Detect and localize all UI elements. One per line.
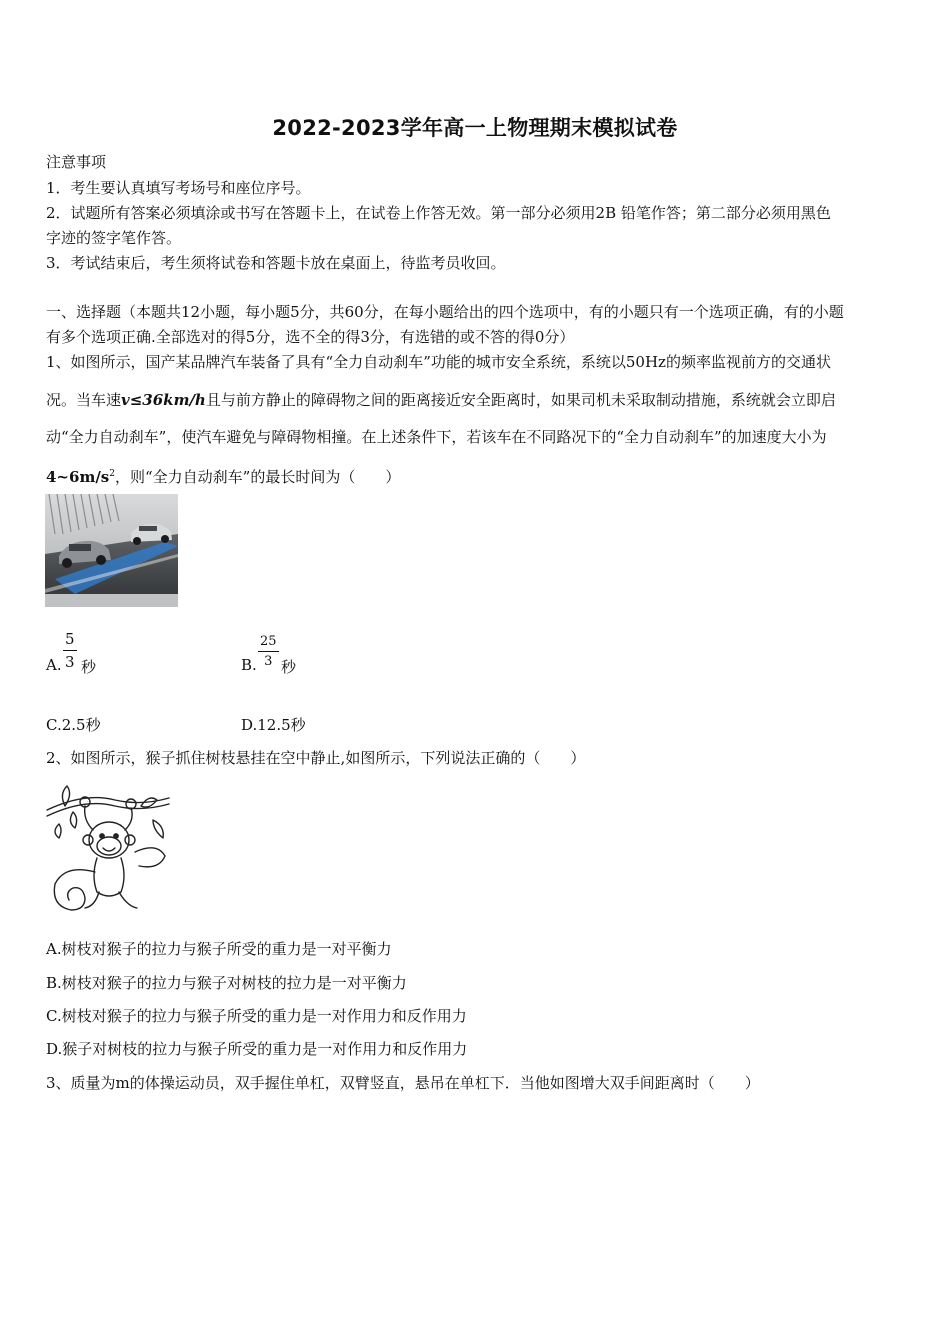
q1-option-c: C.2.5秒 (46, 716, 101, 734)
q1-text: 况。当车速 (46, 391, 122, 409)
notice-item-3: 3．考试结束后，考生须将试卷和答题卡放在桌面上，待监考员收回。 (46, 254, 506, 272)
car-braking-image (45, 494, 178, 607)
q1-acceleration: 4~6m/s (46, 468, 110, 486)
q1-option-a-fraction (63, 630, 77, 671)
q1-option-b-label: B. (241, 656, 257, 674)
q1-option-b-unit: 秒 (281, 658, 297, 676)
q1-option-d: D.12.5秒 (241, 716, 306, 734)
q1-exponent: 2 (109, 469, 115, 479)
q1-stem-line-3: 动“全力自动刹车”，使汽车避免与障碍物相撞。在上述条件下，若该车在不同路况下的“全力自动刹车”的加速度大小为 (46, 428, 827, 446)
q1-text: 且与前方静止的障碍物之间的距离接近安全距离时，如果司机未采取制动措施，系统就会立即启 (205, 391, 836, 409)
q1-stem-line-1: 1、如图所示，国产某品牌汽车装备了具有“全力自动刹车”功能的城市安全系统，系统以50Hz的频率监视前方的交通状 (46, 353, 831, 371)
q1-option-a-numerator: 5 (65, 630, 75, 648)
q1-option-b-numerator: 25 (260, 634, 277, 649)
q2-option-d: D.猴子对树枝的拉力与猴子所受的重力是一对作用力和反作用力 (46, 1040, 468, 1058)
fraction-bar (258, 651, 279, 652)
notice-heading: 注意事项 (46, 153, 107, 171)
notice-item-2: 2．试题所有答案必须填涂或书写在答题卡上，在试卷上作答无效。第一部分必须用2B 铅笔作答；第二部分必须用黑色 (46, 204, 831, 222)
notice-item-2-cont: 字迹的签字笔作答。 (46, 229, 182, 247)
q2-stem: 2、如图所示，猴子抓住树枝悬挂在空中静止,如图所示，下列说法正确的（ ） (46, 749, 586, 767)
q1-option-a-unit: 秒 (81, 658, 97, 676)
q1-speed-condition: v≤36km/h (121, 391, 206, 409)
q1-stem-line-4 (46, 464, 906, 487)
q2-option-b: B.树枝对猴子的拉力与猴子对树枝的拉力是一对平衡力 (46, 974, 407, 992)
q1-text: ，则“全力自动刹车”的最长时间为（ ） (114, 468, 401, 486)
q3-stem: 3、质量为m的体操运动员，双手握住单杠，双臂竖直，悬吊在单杠下．当他如图增大双手间距离时（ ） (46, 1074, 760, 1092)
fraction-bar (63, 650, 77, 651)
q1-option-b-denominator: 3 (264, 654, 273, 669)
q1-option-b-fraction (258, 634, 279, 669)
notice-item-1: 1．考生要认真填写考场号和座位序号。 (46, 179, 311, 197)
q1-stem-line-2 (46, 390, 906, 410)
q2-option-a: A.树枝对猴子的拉力与猴子所受的重力是一对平衡力 (46, 940, 392, 958)
section-1-intro-line-2: 有多个选项正确.全部选对的得5分，选不全的得3分，有选错的或不答的得0分） (46, 328, 575, 346)
q2-option-c: C.树枝对猴子的拉力与猴子所受的重力是一对作用力和反作用力 (46, 1007, 467, 1025)
monkey-hanging-image (45, 780, 171, 920)
section-1-intro-line-1: 一、选择题（本题共12小题，每小题5分，共60分，在每小题给出的四个选项中，有的小题只有一个选项正确，有的小题 (46, 303, 844, 321)
q1-option-a-label: A. (46, 656, 62, 674)
page-title: 2022-2023学年高一上物理期末模拟试卷 (272, 116, 678, 140)
q1-option-a-denominator: 3 (65, 653, 75, 671)
